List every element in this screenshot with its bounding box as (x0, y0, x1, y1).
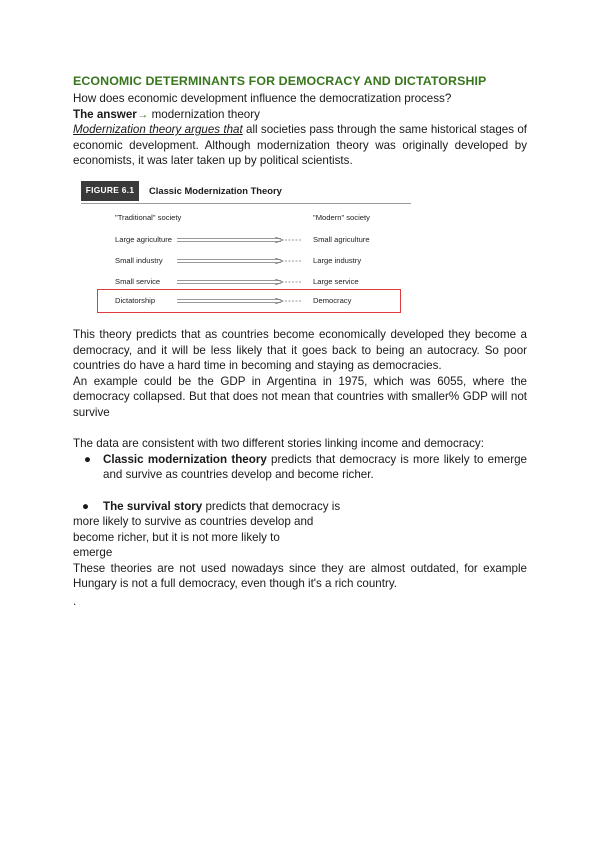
answer-text: modernization theory (148, 107, 260, 121)
section-title: ECONOMIC DETERMINANTS FOR DEMOCRACY AND DICTATORSHIP (73, 74, 487, 88)
survival-line: more likely to survive as countries develop and (73, 515, 314, 529)
question-text: How does economic development influence the democratization process? (73, 92, 452, 105)
figure-row-left: Small industry (115, 255, 163, 265)
figure-right-header: "Modern" society (313, 212, 370, 222)
modernization-rest: all societies pass through the same historical stages of economic development. Although modernization theory was originally developed by economists, it was later taken up by political scientists. (73, 123, 527, 168)
bullet-icon: ● (83, 452, 91, 466)
figure-row-left: Dictatorship (115, 295, 156, 305)
prediction-paragraph: This theory predicts that as countries become economically developed they become a democracy, and it will be less likely that it goes back to being an autocracy. So poor countries do have a hard time in becoming and staying as democracies. (73, 327, 527, 373)
double-arrow-icon (177, 279, 301, 285)
bullet-icon: ● (81, 499, 89, 513)
double-arrow-icon (177, 298, 301, 304)
survival-line: become richer, but it is not more likely to (73, 530, 280, 544)
figure-row-left: Small service (115, 276, 161, 286)
figure-divider (81, 203, 411, 204)
figure-row-left: Large agriculture (115, 234, 172, 244)
figure-label: FIGURE 6.1 (81, 181, 139, 201)
answer-line (73, 107, 527, 123)
argentina-paragraph: An example could be the GDP in Argentina in 1975, which was 6055, where the democracy collapsed. But that does not mean that countries with smaller% GDP will not survive (73, 374, 527, 419)
stories-intro: The data are consistent with two different stories linking income and democracy: (73, 437, 484, 451)
double-arrow-icon (177, 258, 301, 264)
list-item (73, 499, 527, 515)
document-body (73, 73, 527, 610)
bullet-text (103, 452, 527, 483)
arrow-icon: → (136, 107, 149, 121)
bullet-rest: predicts that democracy is (202, 499, 341, 513)
figure-row-right: Large industry (313, 255, 362, 265)
survival-line: emerge (73, 546, 113, 560)
trailing-dot: . (73, 595, 77, 609)
bullet-bold: Classic modernization theory (103, 452, 267, 466)
figure-row-right: Democracy (313, 295, 352, 305)
modernization-paragraph (73, 122, 527, 169)
answer-label: The answer (73, 107, 137, 121)
figure-title: Classic Modernization Theory (149, 185, 282, 197)
modernization-lead: Modernization theory argues that (73, 123, 243, 137)
figure-row-right: Small agriculture (313, 234, 370, 244)
list-item (73, 452, 527, 483)
outdated-paragraph: These theories are not used nowadays since they are almost outdated, for example Hungary is not a full democracy, even though it's a rich country. (73, 561, 527, 591)
figure-row-right: Large service (313, 276, 359, 286)
bullet-rest: predicts that democracy is more likely to emerge and survive as countries develop and become richer. (103, 452, 527, 482)
double-arrow-icon (177, 237, 301, 243)
bullet-text (103, 499, 527, 515)
bullet-bold: The survival story (103, 499, 203, 513)
figure-left-header: "Traditional" society (115, 212, 182, 222)
figure-modernization (81, 181, 411, 317)
figure-header (81, 181, 411, 201)
